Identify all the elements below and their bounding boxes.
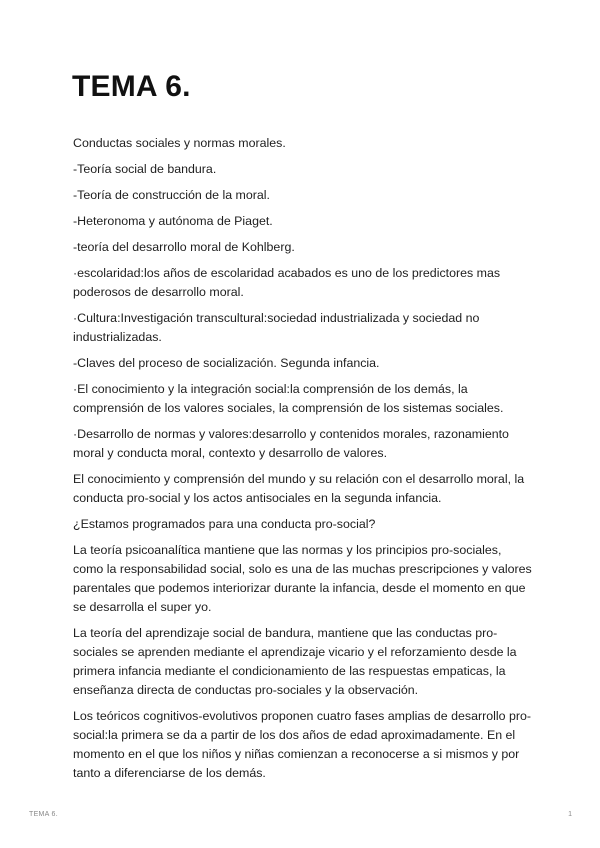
- paragraph: Los teóricos cognitivos-evolutivos proponen cuatro fases amplias de desarrollo pro-social:la primera se da a partir de los dos años de edad aproximadamente. En el momento en el que los niños y niñas comienzan a reconocerse a si mismos y por tanto a diferenciarse de los demás.: [73, 709, 532, 780]
- paragraph: -Heteronoma y autónoma de Piaget.: [73, 214, 273, 228]
- paragraph: La teoría psicoanalítica mantiene que las normas y los principios pro-sociales, como la responsabilidad social, solo es una de las muchas prescripciones y valores parentales que podemos interiorizar durante la infancia, desde el momento en que se desarrolla el super yo.: [73, 543, 532, 614]
- paragraph: ¿Estamos programados para una conducta pro-social?: [73, 517, 376, 531]
- paragraph: ·Desarrollo de normas y valores:desarrollo y contenidos morales, razonamiento moral y conducta moral, contexto y desarrollo de valores.: [73, 427, 509, 460]
- paragraph: -Teoría social de bandura.: [73, 162, 217, 176]
- paragraph: Conductas sociales y normas morales.: [73, 136, 286, 150]
- paragraph: -Teoría de construcción de la moral.: [73, 188, 270, 202]
- document-body: [73, 134, 533, 790]
- paragraph: ·El conocimiento y la integración social:la comprensión de los demás, la comprensión de los valores sociales, la comprensión de los sistemas sociales.: [73, 382, 504, 415]
- paragraph: -Claves del proceso de socialización. Segunda infancia.: [73, 356, 380, 370]
- footer-title: TEMA 6.: [29, 811, 58, 818]
- paragraph: El conocimiento y comprensión del mundo y su relación con el desarrollo moral, la conducta pro-social y los actos antisociales en la segunda infancia.: [73, 472, 525, 505]
- footer-page-number: 1: [568, 811, 572, 818]
- paragraph: ·Cultura:Investigación transcultural:sociedad industrializada y sociedad no industrializadas.: [73, 311, 480, 344]
- page-title: TEMA 6.: [72, 70, 191, 103]
- paragraph: La teoría del aprendizaje social de bandura, mantiene que las conductas pro-sociales se aprenden mediante el aprendizaje vicario y el reforzamiento desde la primera infancia mediante el condicionamiento de las respuestas empaticas, la enseñanza directa de conductas pro-sociales y la observación.: [73, 626, 517, 697]
- paragraph: -teoría del desarrollo moral de Kohlberg.: [73, 240, 295, 254]
- paragraph: ·escolaridad:los años de escolaridad acabados es uno de los predictores mas poderosos de desarrollo moral.: [73, 266, 501, 299]
